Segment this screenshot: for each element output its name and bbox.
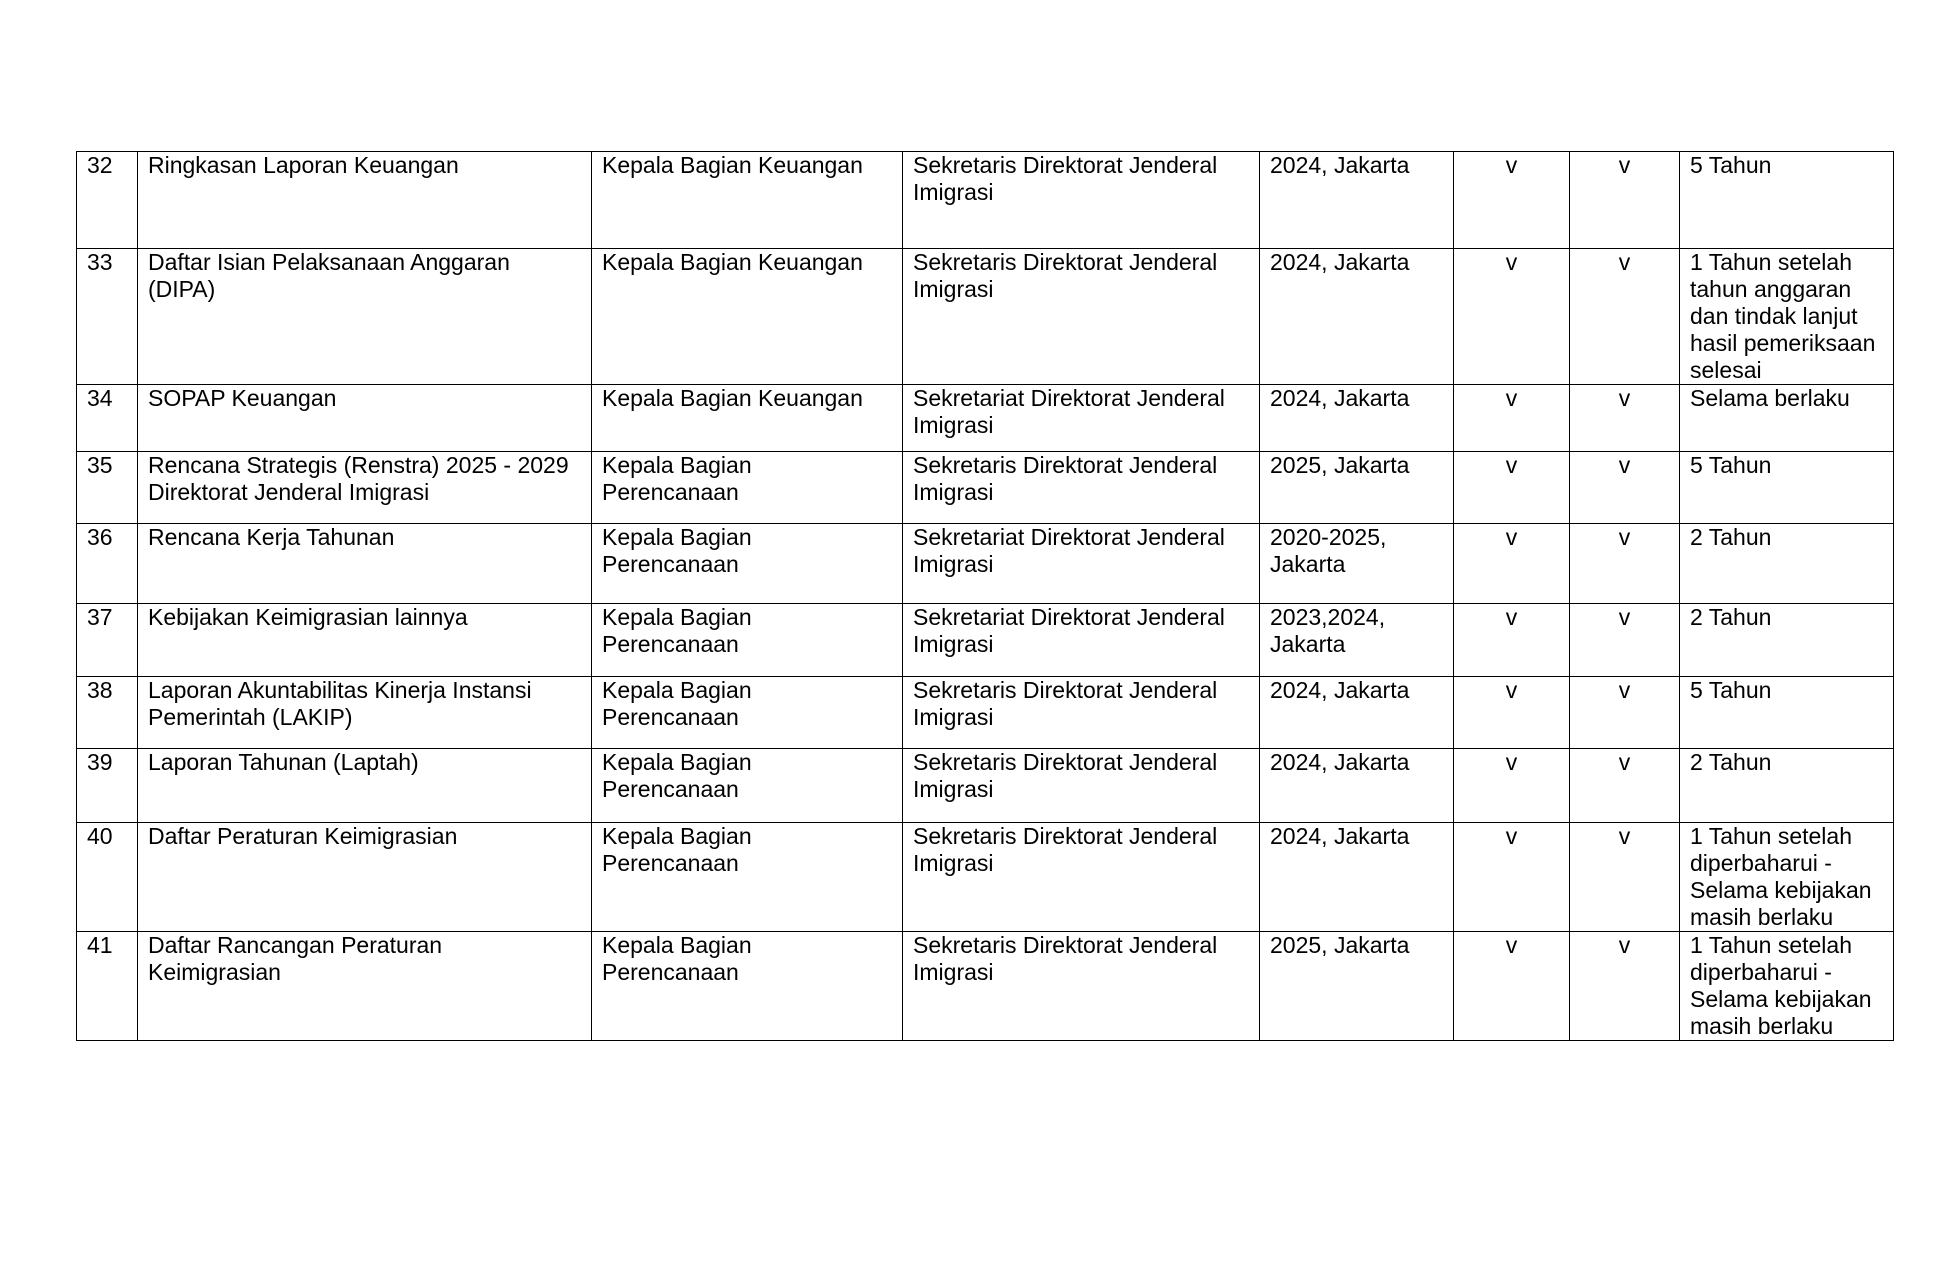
- table-row: [77, 249, 1894, 385]
- row-number: 34: [77, 385, 138, 452]
- retention-period: 5 Tahun: [1680, 152, 1894, 249]
- document-owner: Sekretariat Direktorat Jenderal Imigrasi: [903, 524, 1260, 604]
- check-mark: v: [1454, 823, 1570, 932]
- responsible-unit: Kepala Bagian Perencanaan: [592, 932, 903, 1041]
- records-table: [76, 151, 1894, 1041]
- check-mark: v: [1454, 249, 1570, 385]
- document-title: Laporan Akuntabilitas Kinerja Instansi Pemerintah (LAKIP): [138, 677, 592, 749]
- row-number: 37: [77, 604, 138, 677]
- document-title: Rencana Kerja Tahunan: [138, 524, 592, 604]
- check-mark: v: [1454, 749, 1570, 823]
- year-place: 2024, Jakarta: [1260, 152, 1454, 249]
- check-mark: v: [1454, 385, 1570, 452]
- year-place: 2024, Jakarta: [1260, 677, 1454, 749]
- table-row: [77, 385, 1894, 452]
- check-mark: v: [1570, 749, 1680, 823]
- row-number: 38: [77, 677, 138, 749]
- row-number: 39: [77, 749, 138, 823]
- retention-period: 2 Tahun: [1680, 604, 1894, 677]
- row-number: 41: [77, 932, 138, 1041]
- responsible-unit: Kepala Bagian Keuangan: [592, 249, 903, 385]
- row-number: 40: [77, 823, 138, 932]
- responsible-unit: Kepala Bagian Perencanaan: [592, 677, 903, 749]
- year-place: 2025, Jakarta: [1260, 932, 1454, 1041]
- retention-period: 5 Tahun: [1680, 677, 1894, 749]
- year-place: 2025, Jakarta: [1260, 452, 1454, 524]
- document-owner: Sekretaris Direktorat Jenderal Imigrasi: [903, 749, 1260, 823]
- year-place: 2024, Jakarta: [1260, 385, 1454, 452]
- check-mark: v: [1570, 452, 1680, 524]
- document-title: Rencana Strategis (Renstra) 2025 - 2029 Direktorat Jenderal Imigrasi: [138, 452, 592, 524]
- check-mark: v: [1570, 604, 1680, 677]
- table-row: [77, 749, 1894, 823]
- retention-period: 2 Tahun: [1680, 524, 1894, 604]
- table-row: [77, 524, 1894, 604]
- row-number: 36: [77, 524, 138, 604]
- check-mark: v: [1570, 823, 1680, 932]
- responsible-unit: Kepala Bagian Perencanaan: [592, 823, 903, 932]
- row-number: 35: [77, 452, 138, 524]
- year-place: 2024, Jakarta: [1260, 749, 1454, 823]
- table-row: [77, 452, 1894, 524]
- retention-period: 5 Tahun: [1680, 452, 1894, 524]
- table-row: [77, 677, 1894, 749]
- document-owner: Sekretaris Direktorat Jenderal Imigrasi: [903, 823, 1260, 932]
- table-row: [77, 604, 1894, 677]
- responsible-unit: Kepala Bagian Keuangan: [592, 152, 903, 249]
- check-mark: v: [1454, 452, 1570, 524]
- document-owner: Sekretaris Direktorat Jenderal Imigrasi: [903, 932, 1260, 1041]
- responsible-unit: Kepala Bagian Perencanaan: [592, 749, 903, 823]
- row-number: 32: [77, 152, 138, 249]
- check-mark: v: [1454, 152, 1570, 249]
- check-mark: v: [1454, 677, 1570, 749]
- document-owner: Sekretariat Direktorat Jenderal Imigrasi: [903, 604, 1260, 677]
- check-mark: v: [1570, 524, 1680, 604]
- responsible-unit: Kepala Bagian Perencanaan: [592, 452, 903, 524]
- table-row: [77, 152, 1894, 249]
- document-owner: Sekretaris Direktorat Jenderal Imigrasi: [903, 452, 1260, 524]
- row-number: 33: [77, 249, 138, 385]
- responsible-unit: Kepala Bagian Perencanaan: [592, 524, 903, 604]
- check-mark: v: [1454, 524, 1570, 604]
- check-mark: v: [1570, 249, 1680, 385]
- document-title: Daftar Isian Pelaksanaan Anggaran (DIPA): [138, 249, 592, 385]
- check-mark: v: [1570, 677, 1680, 749]
- retention-period: Selama berlaku: [1680, 385, 1894, 452]
- retention-period: 1 Tahun setelah diperbaharui - Selama kebijakan masih berlaku: [1680, 932, 1894, 1041]
- retention-period: 2 Tahun: [1680, 749, 1894, 823]
- check-mark: v: [1454, 604, 1570, 677]
- document-owner: Sekretaris Direktorat Jenderal Imigrasi: [903, 677, 1260, 749]
- year-place: 2020-2025, Jakarta: [1260, 524, 1454, 604]
- table-row: [77, 932, 1894, 1041]
- document-title: Kebijakan Keimigrasian lainnya: [138, 604, 592, 677]
- check-mark: v: [1570, 385, 1680, 452]
- responsible-unit: Kepala Bagian Perencanaan: [592, 604, 903, 677]
- document-title: Daftar Rancangan Peraturan Keimigrasian: [138, 932, 592, 1041]
- retention-period: 1 Tahun setelah tahun anggaran dan tindak lanjut hasil pemeriksaan selesai: [1680, 249, 1894, 385]
- check-mark: v: [1454, 932, 1570, 1041]
- responsible-unit: Kepala Bagian Keuangan: [592, 385, 903, 452]
- document-title: SOPAP Keuangan: [138, 385, 592, 452]
- year-place: 2024, Jakarta: [1260, 249, 1454, 385]
- check-mark: v: [1570, 932, 1680, 1041]
- year-place: 2023,2024, Jakarta: [1260, 604, 1454, 677]
- retention-period: 1 Tahun setelah diperbaharui - Selama kebijakan masih berlaku: [1680, 823, 1894, 932]
- document-owner: Sekretariat Direktorat Jenderal Imigrasi: [903, 385, 1260, 452]
- document-title: Daftar Peraturan Keimigrasian: [138, 823, 592, 932]
- document-title: Ringkasan Laporan Keuangan: [138, 152, 592, 249]
- document-title: Laporan Tahunan (Laptah): [138, 749, 592, 823]
- year-place: 2024, Jakarta: [1260, 823, 1454, 932]
- table-row: [77, 823, 1894, 932]
- document-owner: Sekretaris Direktorat Jenderal Imigrasi: [903, 152, 1260, 249]
- check-mark: v: [1570, 152, 1680, 249]
- document-owner: Sekretaris Direktorat Jenderal Imigrasi: [903, 249, 1260, 385]
